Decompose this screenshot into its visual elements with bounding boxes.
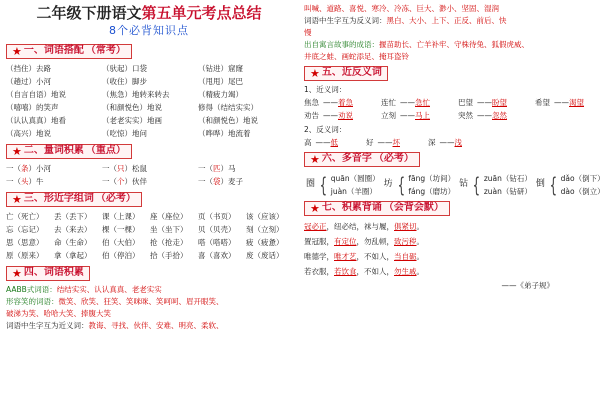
similar-char-item: 拾（手拾）	[150, 251, 188, 260]
synonym-row	[304, 96, 594, 109]
section-title: 五、近反义词	[321, 67, 382, 79]
measure-word-item: 一（个）伙伴	[102, 177, 147, 186]
synonym-chars-line: 词语中生字互为近义词：教诲、寻找、伙伴、安难、明亮、柔软、	[6, 321, 224, 330]
similar-char-item: 丢（丢下）	[54, 212, 92, 221]
section-title: 二、量词积累	[23, 145, 84, 157]
synonym-label: 1、近义词：	[304, 85, 347, 94]
collocation-item: （挡住）去路	[6, 64, 51, 73]
antonym-pair: 深 ——浅	[428, 138, 462, 147]
similar-char-item: 坐（坐下）	[150, 225, 188, 234]
similar-char-item: 亡（死亡）	[6, 212, 44, 221]
similar-char-grid	[6, 210, 292, 262]
antonym-label: 2、反义词：	[304, 125, 347, 134]
antonym-chars-line: 词语中生字互为反义词：黑白、大小、上下、正反、前后、快	[304, 16, 507, 25]
similar-char-item: 嗒（嗒嗒）	[198, 238, 236, 247]
similar-char-item: 思（思意）	[6, 238, 44, 247]
similar-char-item: 疲（疲惫）	[246, 238, 284, 247]
star-icon: ★	[12, 266, 22, 280]
collocation-item: （和颜悦色）地说	[198, 116, 258, 125]
measure-word-item: 一（匹）马	[198, 164, 236, 173]
antonym-pair: 好 ——坏	[366, 138, 400, 147]
star-icon: ★	[310, 152, 320, 166]
right-column	[298, 0, 605, 420]
synonym-pair: 立刻 ——马上	[381, 111, 430, 120]
collocation-item: （认认真真）地看	[6, 116, 66, 125]
section-tag: （常考）	[85, 45, 126, 57]
section-header-word-accum	[6, 266, 90, 281]
collocation-item: （趟过）小河	[6, 77, 51, 86]
page-title	[6, 3, 292, 23]
polyphone-item: 倒 { dǎo（倒下） dào（倒立）	[535, 173, 605, 197]
page-subtitle: 8个必背知识点	[109, 24, 189, 37]
collocation-item: （焦急）地转来转去	[102, 90, 170, 99]
similar-char-item: 忘（忘记）	[6, 225, 44, 234]
section-tag: （必考）	[95, 193, 136, 205]
collocation-item: （嘻嘻）的笑声	[6, 103, 59, 112]
star-icon: ★	[310, 66, 320, 80]
idiom-line: 出自寓言故事的成语：揠苗助长、亡羊补牢、守株待兔、狐假虎威、	[304, 40, 529, 49]
section-header-measure-words	[6, 144, 132, 159]
collocation-item: 修得（结结实实）	[198, 103, 258, 112]
collocation-item: （吃惊）地问	[102, 129, 147, 138]
laugh-words-line2: 破涕为笑、哈哈大笑、捧腹大笑	[6, 309, 111, 318]
measure-word-item: 一（条）小河	[6, 164, 51, 173]
section-title: 三、形近字组词	[23, 193, 94, 205]
similar-char-item: 该（应该）	[246, 212, 284, 221]
section-tag: （会背会默）	[383, 202, 444, 214]
similar-char-item: 页（书页）	[198, 212, 236, 221]
idiom-line-cont: 井底之蛙、画蛇添足、掩耳盗铃	[304, 52, 409, 61]
measure-word-grid	[6, 162, 292, 188]
section-tag: （必考）	[373, 153, 414, 165]
star-icon: ★	[12, 144, 22, 158]
collocation-item: （驮起）口袋	[102, 64, 147, 73]
measure-word-item: 一（袋）麦子	[198, 177, 243, 186]
section-title: 六、多音字	[321, 153, 372, 165]
collocation-item: （甩甩）尾巴	[198, 77, 243, 86]
measure-word-item: 一（头）牛	[6, 177, 44, 186]
left-column	[0, 0, 298, 420]
similar-char-item: 刻（立刻）	[246, 225, 284, 234]
recite-line: 冠必正，纽必结，袜与履，俱紧切。	[304, 222, 424, 231]
section-title: 七、积累背诵	[321, 202, 382, 214]
recite-line: 置冠服，有定位，勿乱顿，致污秽。	[304, 237, 424, 246]
section-header-similar-chars	[6, 192, 142, 207]
polyphone-item: 坊 { fāng（坊间） fáng（磨坊）	[383, 173, 456, 197]
recite-line: 唯德学，唯才艺，不如人，当自砺。	[304, 252, 424, 261]
synonym-pair: 焦急 ——着急	[304, 98, 353, 107]
synonym-pair: 劝告 ——劝说	[304, 111, 353, 120]
similar-char-item: 伯（大伯）	[102, 238, 140, 247]
section-header-collocations	[6, 44, 132, 59]
similar-char-item: 拿（拿起）	[54, 251, 92, 260]
section-header-syn-ant	[304, 66, 388, 81]
similar-char-item: 课（上课）	[102, 212, 140, 221]
star-icon: ★	[12, 192, 22, 206]
polyphone-item: 圈 { quān（圆圈） juàn（羊圈）	[305, 173, 380, 197]
collocation-item: （哗哗）地流着	[198, 129, 251, 138]
collocation-item: （自言自语）地说	[6, 90, 66, 99]
collocation-item: （和颜悦色）地说	[102, 103, 162, 112]
laugh-words-line: 形容笑的词语：微笑、欣笑、狂笑、笑咪咪、笑呵呵、眉开眼笑、	[6, 297, 224, 306]
title-part1: 二年级下册语文	[36, 4, 142, 22]
synonym-chars-cont: 叫喊、道路、喜悦、寒冷、冷冻、巨大、渺小、坚固、湿润	[304, 4, 499, 13]
star-icon: ★	[310, 201, 320, 215]
similar-char-item: 喜（喜欢）	[198, 251, 236, 260]
polyphone-list	[304, 172, 605, 198]
synonym-pair: 希望 ——渴望	[535, 98, 584, 107]
antonym-pair: 高 ——低	[304, 138, 338, 147]
collocation-item: （高兴）地说	[6, 129, 51, 138]
recite-source: ——《弟子规》	[501, 281, 554, 290]
synonym-pair: 连忙 ——急忙	[381, 98, 430, 107]
collocation-grid	[6, 62, 292, 140]
section-title: 四、词语积累	[23, 267, 84, 279]
measure-word-item: 一（只）松鼠	[102, 164, 147, 173]
similar-char-item: 棵（一棵）	[102, 225, 140, 234]
section-header-recite	[304, 201, 450, 216]
similar-char-item: 抢（抢走）	[150, 238, 188, 247]
similar-char-item: 原（原来）	[6, 251, 44, 260]
star-icon: ★	[12, 44, 22, 58]
similar-char-item: 命（生命）	[54, 238, 92, 247]
synonym-pair: 巴望 ——盼望	[458, 98, 507, 107]
collocation-item: （精疲力竭）	[198, 90, 243, 99]
synonym-pair: 突然 ——忽然	[458, 111, 507, 120]
section-tag: （重点）	[85, 145, 126, 157]
collocation-item: （钻进）窟窿	[198, 64, 243, 73]
collocation-item: （老老实实）地画	[102, 116, 162, 125]
similar-char-item: 贝（贝壳）	[198, 225, 236, 234]
antonym-row	[304, 136, 594, 149]
section-header-polyphones	[304, 152, 420, 167]
similar-char-item: 废（废话）	[246, 251, 284, 260]
aabb-line: AABB式词语：结结实实、认认真真、老老实实	[6, 285, 162, 294]
similar-char-item: 伯（停泊）	[102, 251, 140, 260]
similar-char-item: 去（来去）	[54, 225, 92, 234]
recite-line: 若衣服，若饮食，不如人，勿生戚。	[304, 267, 424, 276]
similar-char-item: 座（座位）	[150, 212, 188, 221]
title-part2: 第五单元考点总结	[141, 4, 262, 22]
synonym-row	[304, 109, 594, 122]
collocation-item: （收住）脚步	[102, 77, 147, 86]
antonym-chars-cont: 慢	[304, 28, 312, 37]
polyphone-item: 钻 { zuān（钻石） zuàn（钻研）	[459, 173, 532, 197]
section-title: 一、词语搭配	[23, 45, 84, 57]
